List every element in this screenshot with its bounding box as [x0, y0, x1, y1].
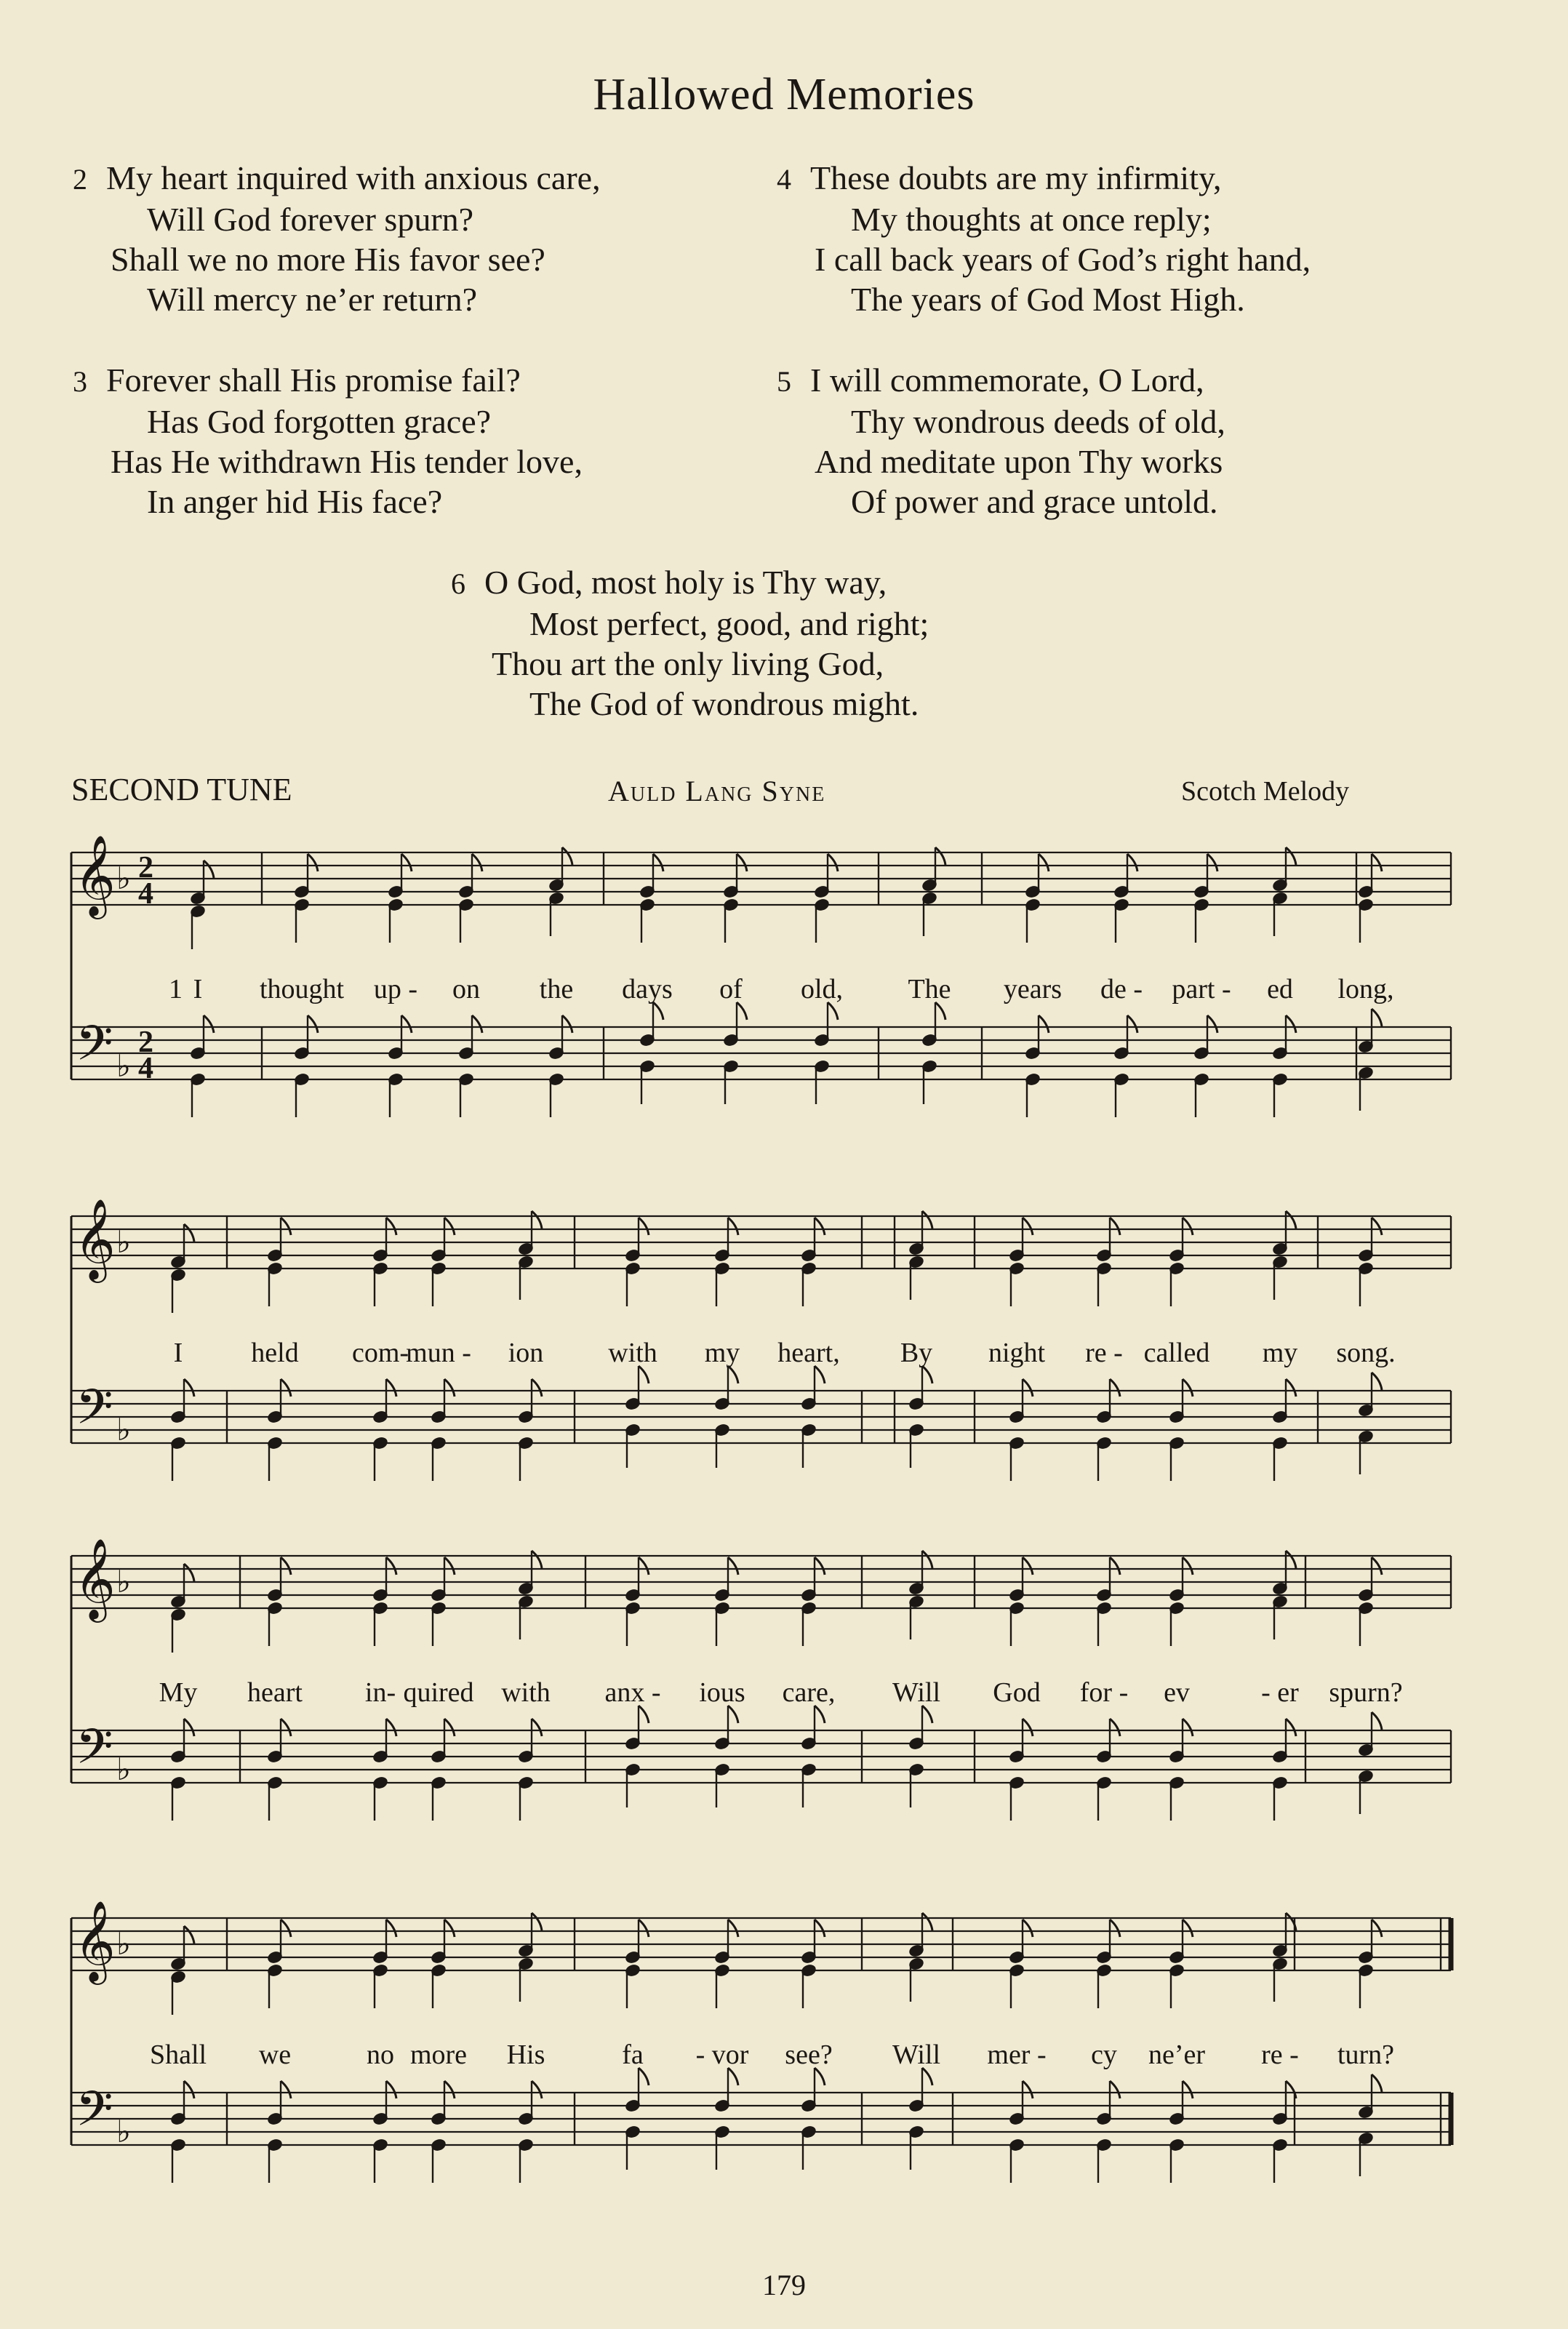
grand-staff: [0, 1902, 1568, 2193]
lyric-syllable: ev: [1164, 1677, 1190, 1708]
stanza-line: Thy wondrous deeds of old,: [851, 403, 1225, 440]
stanza-line: I call back years of God’s right hand,: [815, 241, 1311, 278]
note-flag: [532, 2081, 542, 2098]
lyric-syllable: cy: [1091, 2040, 1117, 2070]
stanza-line: The God of wondrous might.: [529, 685, 919, 722]
note-flag: [184, 2081, 194, 2098]
flat-icon: ♭: [116, 1564, 131, 1599]
note-flag: [281, 1557, 291, 1575]
lyric-syllable: my: [1262, 1338, 1298, 1368]
note-flag: [184, 1719, 194, 1736]
lyric-syllable: with: [501, 1677, 551, 1708]
treble-clef-icon: 𝄞: [74, 834, 116, 916]
note-flag: [1110, 1218, 1120, 1235]
lyric-syllable: I: [193, 974, 203, 1004]
note-flag: [386, 1719, 396, 1736]
time-signature-digit: 2: [138, 851, 153, 884]
lyric-syllable: more: [409, 2040, 468, 2070]
lyric-syllable: long,: [1337, 974, 1394, 1004]
note-flag: [1127, 854, 1137, 871]
lyric-syllable: anx -: [604, 1677, 661, 1708]
stanza-number: 2: [73, 163, 87, 196]
stanza-line: Of power and grace untold.: [851, 483, 1218, 520]
flat-icon: ♭: [116, 1224, 131, 1260]
note-flag: [444, 2081, 455, 2098]
verse-number: 1: [169, 974, 183, 1004]
lyric-syllable: My: [159, 1677, 198, 1708]
time-signature-digit: 2: [138, 1026, 153, 1059]
lyric-syllable: ious: [699, 1677, 745, 1708]
stanza-number: 6: [451, 567, 465, 600]
note-flag: [1286, 1719, 1296, 1736]
stanza-5: [777, 360, 1225, 522]
note-flag: [1023, 2081, 1033, 2098]
note-flag: [532, 1913, 542, 1930]
note-flag: [444, 1379, 455, 1397]
lyric-syllable: years: [1003, 974, 1063, 1004]
note-flag: [1372, 1919, 1382, 1937]
note-flag: [401, 1015, 412, 1033]
note-flag: [472, 854, 482, 871]
lyric-syllable: no: [367, 2040, 394, 2070]
lyric-syllable: mer -: [987, 2040, 1047, 2070]
note-flag: [1286, 1015, 1296, 1033]
lyric-syllable: His: [506, 2040, 545, 2070]
stanza-line: Shall we no more His favor see?: [111, 241, 545, 278]
note-flag: [401, 854, 412, 871]
grand-staff: [0, 836, 1568, 1127]
note-flag: [1023, 1719, 1033, 1736]
note-flag: [922, 1551, 932, 1568]
note-flag: [1372, 854, 1382, 871]
tune-source: Scotch Melody: [1181, 776, 1350, 807]
stanza-line: Most perfect, good, and right;: [529, 605, 929, 642]
lyric-syllable: com-: [351, 1338, 409, 1368]
music-system-3: [0, 1540, 1568, 1831]
note-flag: [1110, 1379, 1120, 1397]
note-flag: [1286, 1211, 1296, 1229]
note-flag: [1039, 854, 1049, 871]
lyric-syllable: mun -: [406, 1338, 471, 1368]
treble-clef-icon: 𝄞: [74, 1538, 116, 1619]
lyric-syllable: in-: [364, 1677, 396, 1708]
note-flag: [1110, 2081, 1120, 2098]
stanza-line: Has He withdrawn His tender love,: [111, 443, 583, 480]
lyric-syllable: re -: [1085, 1338, 1123, 1368]
note-flag: [1183, 1218, 1193, 1235]
lyric-syllable: fa: [622, 2040, 644, 2070]
lyric-syllable: God: [993, 1677, 1041, 1708]
note-flag: [922, 1211, 932, 1229]
lyric-syllable: thought: [259, 974, 345, 1004]
note-flag: [728, 1557, 738, 1575]
note-flag: [1372, 2074, 1382, 2092]
time-signature-digit: 4: [138, 877, 153, 911]
note-flag: [815, 1218, 825, 1235]
note-flag: [1207, 854, 1217, 871]
note-flag: [184, 1379, 194, 1397]
note-flag: [1183, 1919, 1193, 1937]
note-flag: [184, 1564, 194, 1581]
lyric-syllable: I: [173, 1338, 183, 1368]
lyric-syllable: held: [251, 1338, 299, 1368]
bass-clef-icon: 𝄢: [76, 1719, 113, 1786]
note-flag: [386, 1919, 396, 1937]
music-system-4: [0, 1902, 1568, 2193]
tune-label: SECOND TUNE: [71, 772, 292, 807]
note-flag: [728, 1218, 738, 1235]
lyric-syllable: By: [900, 1338, 933, 1368]
note-flag: [1023, 1218, 1033, 1235]
note-flag: [1286, 1551, 1296, 1568]
lyric-syllable: care,: [782, 1677, 836, 1708]
note-flag: [562, 1015, 572, 1033]
note-flag: [386, 1218, 396, 1235]
lyric-syllable: Will: [892, 2040, 941, 2070]
stanza-line: Thou art the only living God,: [492, 645, 884, 682]
note-flag: [1023, 1557, 1033, 1575]
lyric-syllable: Will: [892, 1677, 941, 1708]
note-flag: [815, 1919, 825, 1937]
music-system-2: [0, 1200, 1568, 1491]
stanza-3: [73, 360, 583, 522]
note-flag: [1183, 1557, 1193, 1575]
lyric-syllable: of: [719, 974, 743, 1004]
treble-clef-icon: 𝄞: [74, 1900, 116, 1981]
note-flag: [1286, 1379, 1296, 1397]
stanza-line: Will God forever spurn?: [147, 201, 474, 238]
flat-icon: ♭: [116, 1751, 131, 1787]
note-flag: [922, 1913, 932, 1930]
note-flag: [1207, 1015, 1217, 1033]
bass-clef-icon: 𝄢: [76, 1015, 113, 1083]
lyric-syllable: my: [704, 1338, 740, 1368]
lyric-syllable: The: [908, 974, 951, 1004]
flat-icon: ♭: [116, 1048, 131, 1084]
lyric-syllable: night: [988, 1338, 1046, 1368]
note-flag: [639, 1557, 649, 1575]
lyric-syllable: song.: [1336, 1338, 1396, 1368]
bass-clef-icon: 𝄢: [76, 1379, 113, 1447]
bass-clef-icon: 𝄢: [76, 2081, 113, 2149]
note-flag: [1110, 1719, 1120, 1736]
note-flag: [386, 2081, 396, 2098]
flat-icon: ♭: [116, 2114, 131, 2149]
note-flag: [1127, 1015, 1137, 1033]
note-flag: [1039, 1015, 1049, 1033]
note-flag: [1110, 1919, 1120, 1937]
note-flag: [184, 1926, 194, 1944]
note-flag: [935, 847, 945, 865]
note-flag: [1286, 2081, 1296, 2098]
note-flag: [308, 854, 318, 871]
stanza-number: 4: [777, 163, 791, 196]
lyric-syllable: ed: [1267, 974, 1293, 1004]
stanza-line: My thoughts at once reply;: [851, 201, 1212, 238]
note-flag: [1110, 1557, 1120, 1575]
lyric-syllable: days: [622, 974, 673, 1004]
lyric-syllable: re -: [1261, 2040, 1299, 2070]
lyric-syllable: old,: [800, 974, 844, 1004]
stanza-line: I will commemorate, O Lord,: [810, 361, 1204, 399]
music-system-1: [0, 836, 1568, 1127]
note-flag: [1023, 1919, 1033, 1937]
note-flag: [828, 854, 838, 871]
note-flag: [1183, 2081, 1193, 2098]
lyric-syllable: heart,: [777, 1338, 840, 1368]
stanza-number: 3: [73, 365, 87, 398]
stanza-line: Has God forgotten grace?: [147, 403, 492, 440]
stanza-line: My heart inquired with anxious care,: [106, 159, 601, 196]
lyric-syllable: heart: [247, 1677, 303, 1708]
note-flag: [1372, 1373, 1382, 1390]
lyric-syllable: quired: [403, 1677, 474, 1708]
lyric-syllable: for -: [1079, 1677, 1129, 1708]
stanza-4: [777, 158, 1311, 319]
note-flag: [1372, 1557, 1382, 1575]
note-flag: [386, 1557, 396, 1575]
note-flag: [639, 1919, 649, 1937]
lyric-syllable: with: [608, 1338, 657, 1368]
tune-name: Auld Lang Syne: [608, 775, 826, 807]
stanza-line: Will mercy ne’er return?: [147, 281, 478, 318]
note-flag: [281, 1218, 291, 1235]
note-flag: [532, 1551, 542, 1568]
lyric-syllable: turn?: [1337, 2040, 1395, 2070]
lyric-syllable: we: [258, 2040, 292, 2070]
note-flag: [1372, 1712, 1382, 1730]
note-flag: [1183, 1719, 1193, 1736]
stanza-line: O God, most holy is Thy way,: [484, 564, 887, 601]
note-flag: [386, 1379, 396, 1397]
note-flag: [728, 1919, 738, 1937]
note-flag: [281, 1379, 291, 1397]
note-flag: [184, 1224, 194, 1242]
lyric-syllable: see?: [785, 2040, 833, 2070]
stanza-line: These doubts are my infirmity,: [810, 159, 1222, 196]
note-flag: [444, 1919, 455, 1937]
note-flag: [1372, 1218, 1382, 1235]
stanza-line: And meditate upon Thy works: [815, 443, 1223, 480]
lyric-syllable: - er: [1261, 1677, 1299, 1708]
lyric-syllable: on: [452, 974, 480, 1004]
note-flag: [472, 1015, 482, 1033]
lyric-syllable: - vor: [695, 2040, 749, 2070]
note-flag: [639, 1218, 649, 1235]
stanza-line: Forever shall His promise fail?: [106, 361, 521, 399]
note-flag: [204, 1015, 214, 1033]
lyric-syllable: called: [1143, 1338, 1210, 1368]
note-flag: [1286, 847, 1296, 865]
note-flag: [444, 1218, 455, 1235]
page-number: 179: [762, 2269, 806, 2301]
lyric-syllable: ion: [508, 1338, 544, 1368]
lyric-syllable: ne’er: [1148, 2040, 1206, 2070]
note-flag: [444, 1557, 455, 1575]
note-flag: [1183, 1379, 1193, 1397]
flat-icon: ♭: [116, 860, 131, 896]
note-flag: [532, 1719, 542, 1736]
note-flag: [204, 860, 214, 878]
note-flag: [444, 1719, 455, 1736]
lyric-syllable: Shall: [149, 2040, 207, 2070]
note-flag: [1023, 1379, 1033, 1397]
stanza-line: The years of God Most High.: [851, 281, 1245, 318]
note-flag: [562, 847, 572, 865]
note-flag: [308, 1015, 318, 1033]
note-flag: [281, 1919, 291, 1937]
note-flag: [532, 1379, 542, 1397]
lyric-syllable: the: [539, 974, 574, 1004]
note-flag: [653, 854, 663, 871]
stanza-2: [73, 158, 601, 319]
page-title: Hallowed Memories: [593, 70, 975, 119]
treble-clef-icon: 𝄞: [74, 1198, 116, 1279]
note-flag: [532, 1211, 542, 1229]
note-flag: [1372, 1009, 1382, 1026]
stanza-number: 5: [777, 365, 791, 398]
lyric-syllable: up -: [373, 974, 418, 1004]
lyric-syllable: spurn?: [1329, 1677, 1403, 1708]
flat-icon: ♭: [116, 1926, 131, 1962]
note-flag: [281, 2081, 291, 2098]
note-flag: [737, 854, 747, 871]
stanza-line: In anger hid His face?: [147, 483, 443, 520]
time-signature-digit: 4: [138, 1052, 153, 1085]
lyric-syllable: de -: [1100, 974, 1143, 1004]
note-flag: [815, 1557, 825, 1575]
flat-icon: ♭: [116, 1412, 131, 1447]
note-flag: [281, 1719, 291, 1736]
stanza-6: [451, 562, 929, 724]
lyric-syllable: part -: [1172, 974, 1231, 1004]
